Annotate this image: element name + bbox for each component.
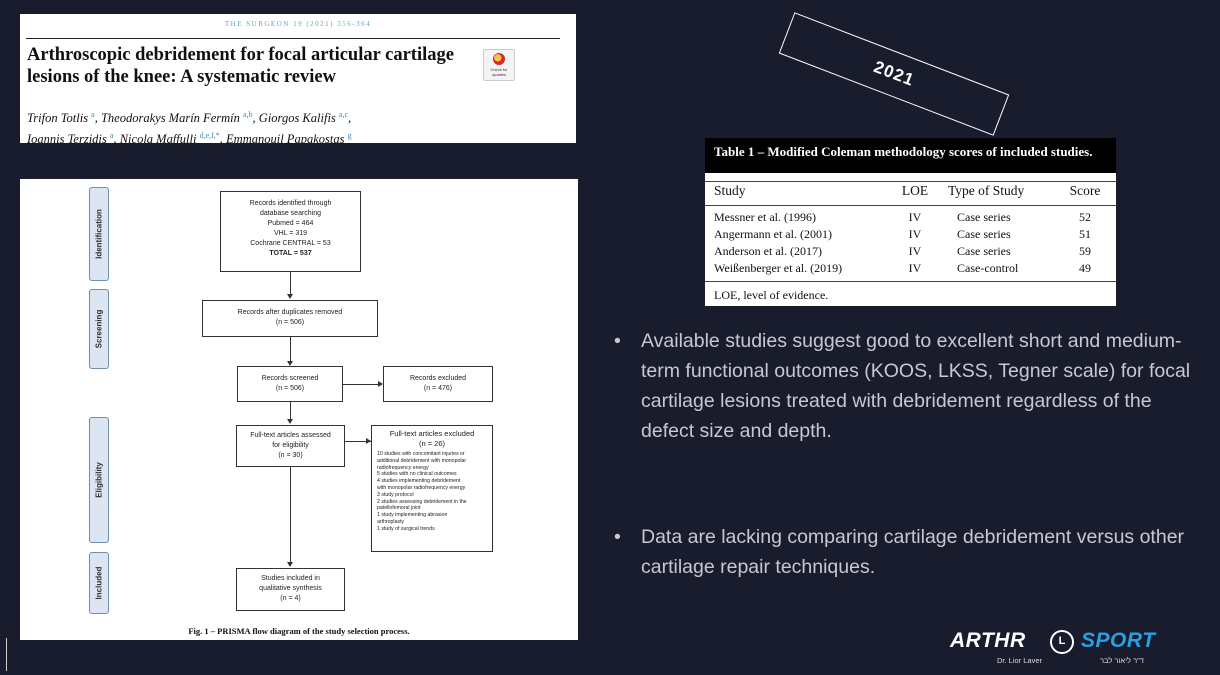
header-type: Type of Study — [948, 183, 1025, 198]
year-stamp — [779, 12, 1009, 136]
box-records-excluded: Records excluded (n = 476) — [383, 366, 493, 402]
arthrosport-logo — [950, 629, 1190, 669]
author-sep: , — [348, 111, 352, 126]
author-affiliation: g — [347, 131, 352, 141]
header-loe: LOE — [901, 183, 929, 198]
header-study: Study — [714, 183, 746, 198]
table-row: Anderson et al. (2017) IV Case series 59 — [714, 244, 1091, 258]
table-row: Weißenberger et al. (2019) IV Case-control 49 — [714, 261, 1091, 275]
header-rule — [26, 38, 560, 39]
table-row: Messner et al. (1996) IV Case series 52 — [714, 210, 1091, 224]
author-name: Trifon Totlis — [27, 111, 89, 126]
logo-subtitle-he: ד"ר ליאור לבר — [1100, 656, 1144, 665]
table-footnote: LOE, level of evidence. — [714, 288, 829, 302]
table-header-row — [705, 181, 1116, 203]
crossmark-icon — [483, 49, 515, 81]
author-sep: , — [94, 111, 101, 126]
table-caption: Table 1 – Modified Coleman methodology scores of included studies. — [705, 138, 1116, 173]
exclusion-reasons: 10 studies with concomitant injuries or additional debridement with monopolar radiofrequency energy 5 studies with no clinical outcomes 4 studies implementing debridement with monopolar radiofrequency energy 3 study protocol 2 studies assessing debridement in the patellofemoral joint 1 study implementing abrasion arthroplasty 1 study of surgical trends — [377, 451, 467, 532]
prisma-diagram — [20, 179, 578, 640]
logo-word-arthr: ARTHR — [950, 629, 1026, 652]
author-sep: , — [113, 132, 120, 147]
box-records-screened: Records screened (n = 506) — [237, 366, 343, 402]
author-list — [27, 106, 567, 148]
bullet-text: Available studies suggest good to excellent short and medium-term functional outcomes (KOOS, LKSS, Tegner scale) for focal cartilage lesions treated with debridement regardless of the defect size and depth. — [641, 330, 1191, 442]
coleman-table — [705, 138, 1116, 306]
author-affiliation: a,b — [242, 110, 253, 119]
phase-included: Included — [89, 552, 109, 614]
author-affiliation: d,e,f,* — [199, 131, 220, 141]
phase-screening: Screening — [89, 289, 109, 369]
author-affiliation: a,c — [338, 110, 349, 119]
logo-o-icon: L — [1050, 630, 1074, 654]
paper-header — [20, 14, 576, 147]
crossmark-text: Check for updates — [490, 67, 508, 77]
box-studies-included: Studies included in qualitative synthesis (n = 4) — [236, 568, 345, 611]
slide-edge-marker — [6, 638, 7, 671]
bullet-text: Data are lacking comparing cartilage debridement versus other cartilage repair techniques. — [641, 526, 1185, 578]
phase-identification: Identification — [89, 187, 109, 281]
paper-title: Arthroscopic debridement for focal articular cartilage lesions of the knee: A systematic review — [27, 45, 454, 87]
author-affiliation: a — [109, 131, 114, 141]
logo-word-sport: SPORT — [1081, 629, 1156, 652]
author-name: Ioannis Terzidis — [27, 132, 107, 147]
crossmark-dot — [493, 53, 505, 65]
author-affiliation: a — [91, 110, 95, 119]
table-row: Angermann et al. (2001) IV Case series 51 — [714, 227, 1091, 241]
box-records-identified: Records identified through database searching Pubmed = 464 VHL = 319 Cochrane CENTRAL = 53 TOTAL = 537 — [220, 191, 361, 272]
bullet-dot-icon: • — [614, 330, 621, 352]
author-sep: , — [219, 132, 227, 147]
header-score: Score — [1069, 183, 1101, 198]
box-fulltext-assessed: Full-text articles assessed for eligibility (n = 30) — [236, 425, 345, 467]
journal-line: THE SURGEON 19 (2021) 356-364 — [224, 20, 372, 28]
box-records-deduplicated: Records after duplicates removed (n = 506) — [202, 300, 378, 337]
logo-subtitle-en: Dr. Lior Laver — [997, 656, 1043, 665]
box-fulltext-excluded: Full-text articles excluded (n = 26) 10 studies with concomitant injuries or additional debridement with monopolar radiofrequency energy 5 studies with no clinical outcomes 4 studies implementing debridement with monopolar radiofrequency energy 3 study protocol 2 studies assessing debridement in the patellofemoral joint 1 study implementing abrasion arthroplasty 1 study of surgical trends — [371, 425, 493, 552]
figure-caption: Fig. 1 – PRISMA flow diagram of the study selection process. — [188, 626, 410, 636]
year-label: 2021 — [871, 57, 918, 90]
author-name: Theodorakys Marín Fermín — [100, 111, 240, 126]
author-name: Emmanouil Papakostas — [226, 132, 345, 147]
table-body — [705, 181, 1116, 276]
bullet-dot-icon: • — [614, 526, 621, 548]
author-name: Nicola Maffulli — [119, 132, 197, 147]
author-sep: , — [252, 111, 259, 126]
phase-eligibility: Eligibility — [89, 417, 109, 543]
author-name: Giorgos Kalifis — [258, 111, 336, 126]
